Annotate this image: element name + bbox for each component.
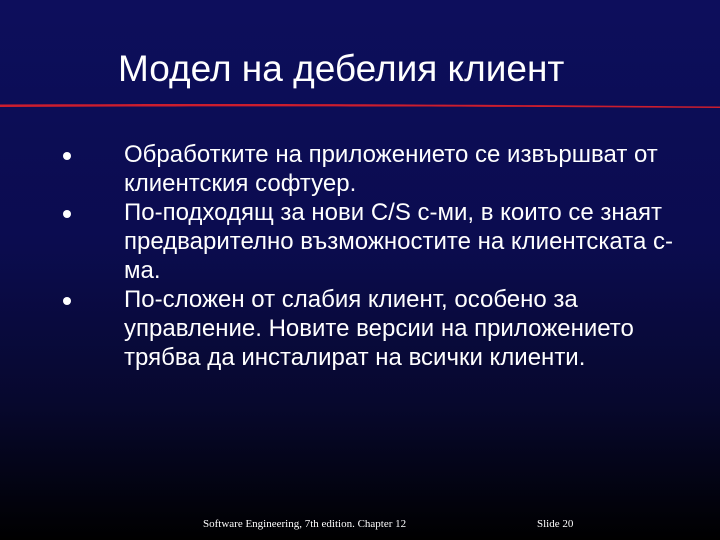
footer-slide-number: Slide 20	[537, 518, 574, 530]
bullet-item	[0, 285, 684, 372]
bullet-text: По-подходящ за нови C/S с-ми, в които се знаят предварително възможностите на клиентската с-ма.	[124, 199, 673, 284]
bullet-list	[0, 140, 720, 372]
footer-book-title: Software Engineering, 7th edition. Chapter 12	[203, 518, 407, 530]
bullet-item	[0, 140, 684, 198]
bullet-text: Обработките на приложението се извършват от клиентския софтуер.	[124, 141, 658, 197]
bullet-dot-icon	[63, 210, 71, 218]
bullet-dot-icon	[63, 152, 71, 160]
slide-footer	[0, 516, 720, 536]
slide-title: Модел на дебелия клиент	[118, 48, 565, 89]
title-rule	[0, 103, 720, 108]
bullet-text: По-сложен от слабия клиент, особено за управление. Новите версии на приложението трябва да инсталират на всички клиенти.	[124, 286, 634, 371]
bullet-dot-icon	[63, 297, 71, 305]
bullet-item	[0, 198, 684, 285]
